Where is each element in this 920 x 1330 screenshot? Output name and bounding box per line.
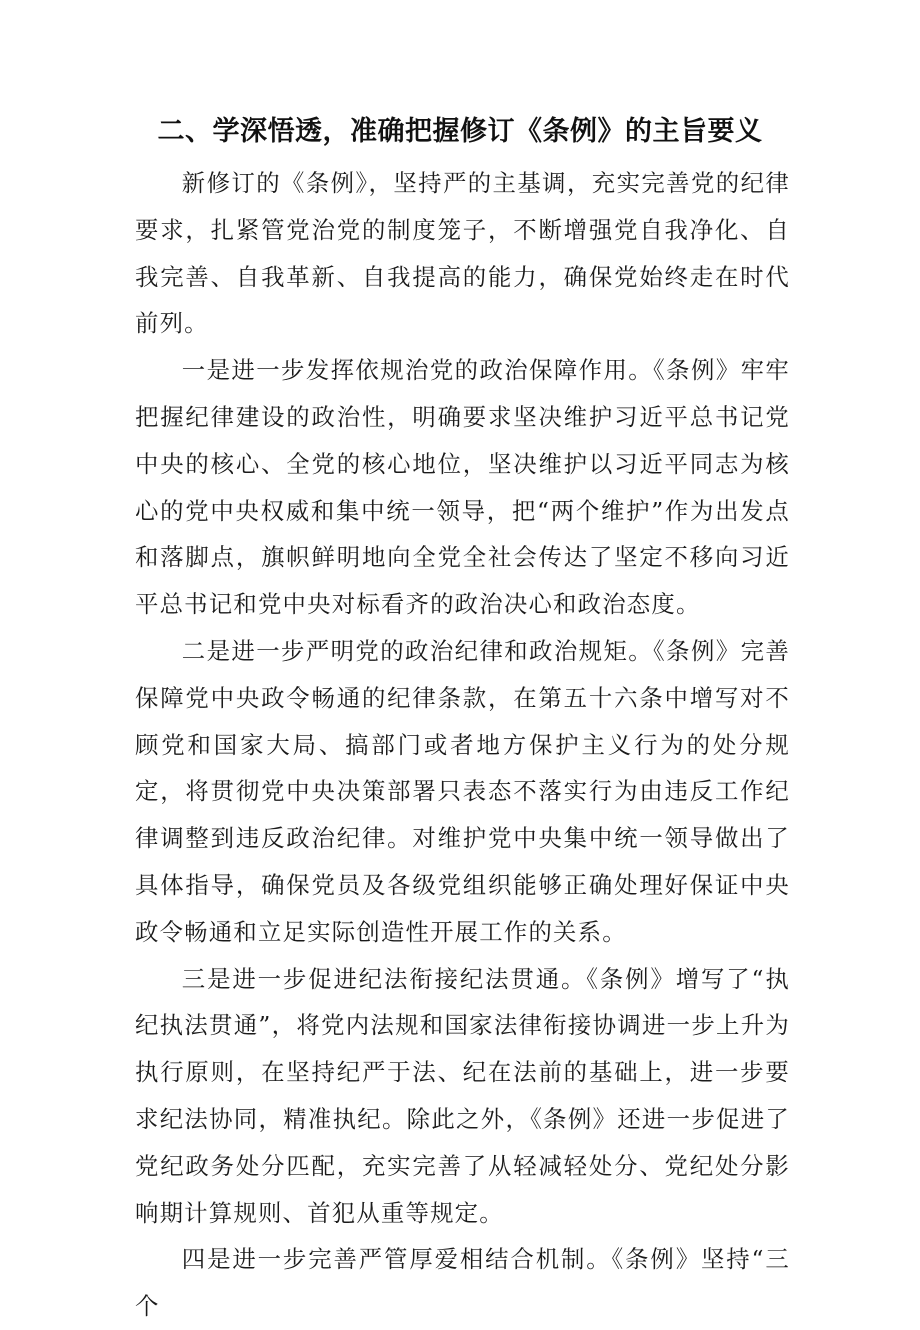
section-heading: 二、学深悟透，准确把握修订《条例》的主旨要义 — [157, 116, 763, 147]
document-body — [135, 160, 790, 1330]
paragraph-point-one: 一是进一步发挥依规治党的政治保障作用。《条例》牢牢把握纪律建设的政治性，明确要求坚决维护习近平总书记党中央的核心、全党的核心地位，坚决维护以习近平同志为核心的党中央权威和集中统一领导，把“两个维护”作为出发点和落脚点，旗帜鲜明地向全党全社会传达了坚定不移向习近平总书记和党中央对标看齐的政治决心和政治态度。 — [135, 356, 790, 619]
paragraph-point-three: 三是进一步促进纪法衔接纪法贯通。《条例》增写了“执纪执法贯通”，将党内法规和国家法律衔接协调进一步上升为执行原则，在坚持纪严于法、纪在法前的基础上，进一步要求纪法协同，精准执纪。除此之外，《条例》还进一步促进了党纪政务处分匹配，充实完善了从轻减轻处分、党纪处分影响期计算规则、首犯从重等规定。 — [135, 964, 790, 1227]
paragraph-point-two: 二是进一步严明党的政治纪律和政治规矩。《条例》完善保障党中央政令畅通的纪律条款，在第五十六条中增写对不顾党和国家大局、搞部门或者地方保护主义行为的处分规定，将贯彻党中央决策部署只表态不落实行为由违反工作纪律调整到违反政治纪律。对维护党中央集中统一领导做出了具体指导，确保党员及各级党组织能够正确处理好保证中央政令畅通和立足实际创造性开展工作的关系。 — [135, 636, 790, 946]
paragraph-point-four: 四是进一步完善严管厚爱相结合机制。《条例》坚持“三个 — [135, 1245, 790, 1321]
paragraph-intro: 新修订的《条例》，坚持严的主基调，充实完善党的纪律要求，扎紧管党治党的制度笼子，不断增强党自我净化、自我完善、自我革新、自我提高的能力，确保党始终走在时代前列。 — [135, 169, 790, 338]
